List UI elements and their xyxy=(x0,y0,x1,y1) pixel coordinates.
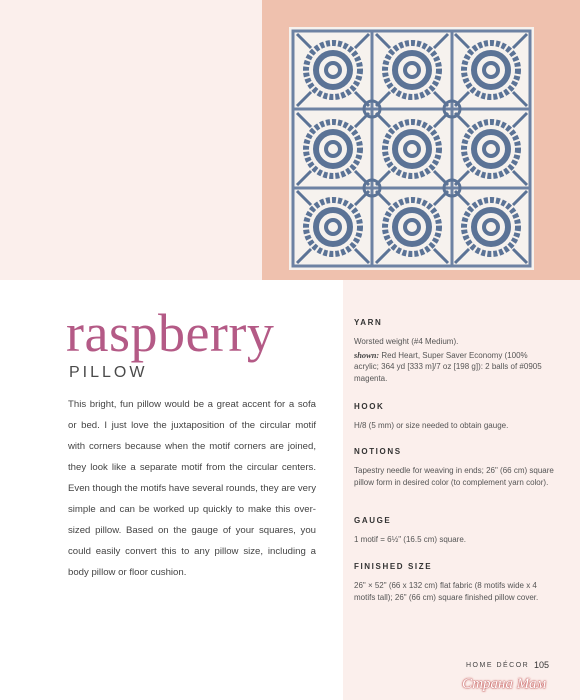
crochet-swatch-photo xyxy=(289,27,534,270)
yarn-weight: Worsted weight (#4 Medium). xyxy=(354,337,459,346)
hook-heading: HOOK xyxy=(354,402,385,411)
notions-section xyxy=(354,447,554,488)
notions-heading: NOTIONS xyxy=(354,447,402,456)
yarn-section xyxy=(354,318,554,384)
gauge-text: 1 motif = 6½" (16.5 cm) square. xyxy=(354,535,466,544)
section-footer: HOME DÉCOR xyxy=(466,662,530,669)
top-left-panel xyxy=(0,0,262,280)
page-number: 105 xyxy=(534,660,550,670)
pattern-title: raspberry xyxy=(66,303,275,363)
notions-text: Tapestry needle for weaving in ends; 26" (66 cm) square pillow form in desired color (to complement yarn color). xyxy=(354,466,554,487)
shown-label: shown: xyxy=(354,350,380,360)
watermark-logo: Страна Мам xyxy=(462,676,547,692)
finished-size-section xyxy=(354,562,554,603)
hook-text: H/8 (5 mm) or size needed to obtain gauge. xyxy=(354,421,509,430)
yarn-shown xyxy=(354,350,554,385)
gauge-section xyxy=(354,516,554,546)
gauge-heading: GAUGE xyxy=(354,516,392,525)
pattern-subtitle: PILLOW xyxy=(69,364,148,381)
yarn-heading: YARN xyxy=(354,318,383,327)
shown-text: Red Heart, Super Saver Economy (100% acrylic; 364 yd [333 m]/7 oz [198 g]): 2 balls of #0905 magenta. xyxy=(354,350,542,383)
finished-size-text: 26" × 52" (66 x 132 cm) flat fabric (8 motifs wide x 4 motifs tall); 26" (66 cm) square finished pillow cover. xyxy=(354,581,539,602)
finished-size-heading: FINISHED SIZE xyxy=(354,562,433,571)
intro-paragraph: This bright, fun pillow would be a great accent for a sofa or bed. I just love the juxtaposition of the circular motif with corners because when the motif corners are joined, they look like a separate motif from the circular centers. Even though the motifs have several rounds, they are very simple and can be worked up quickly to make this over-sized pillow. Based on the gauge of your squares, you could easily convert this to any pillow size, including a body pillow or floor cushion. xyxy=(68,399,316,578)
hook-section xyxy=(354,402,554,432)
